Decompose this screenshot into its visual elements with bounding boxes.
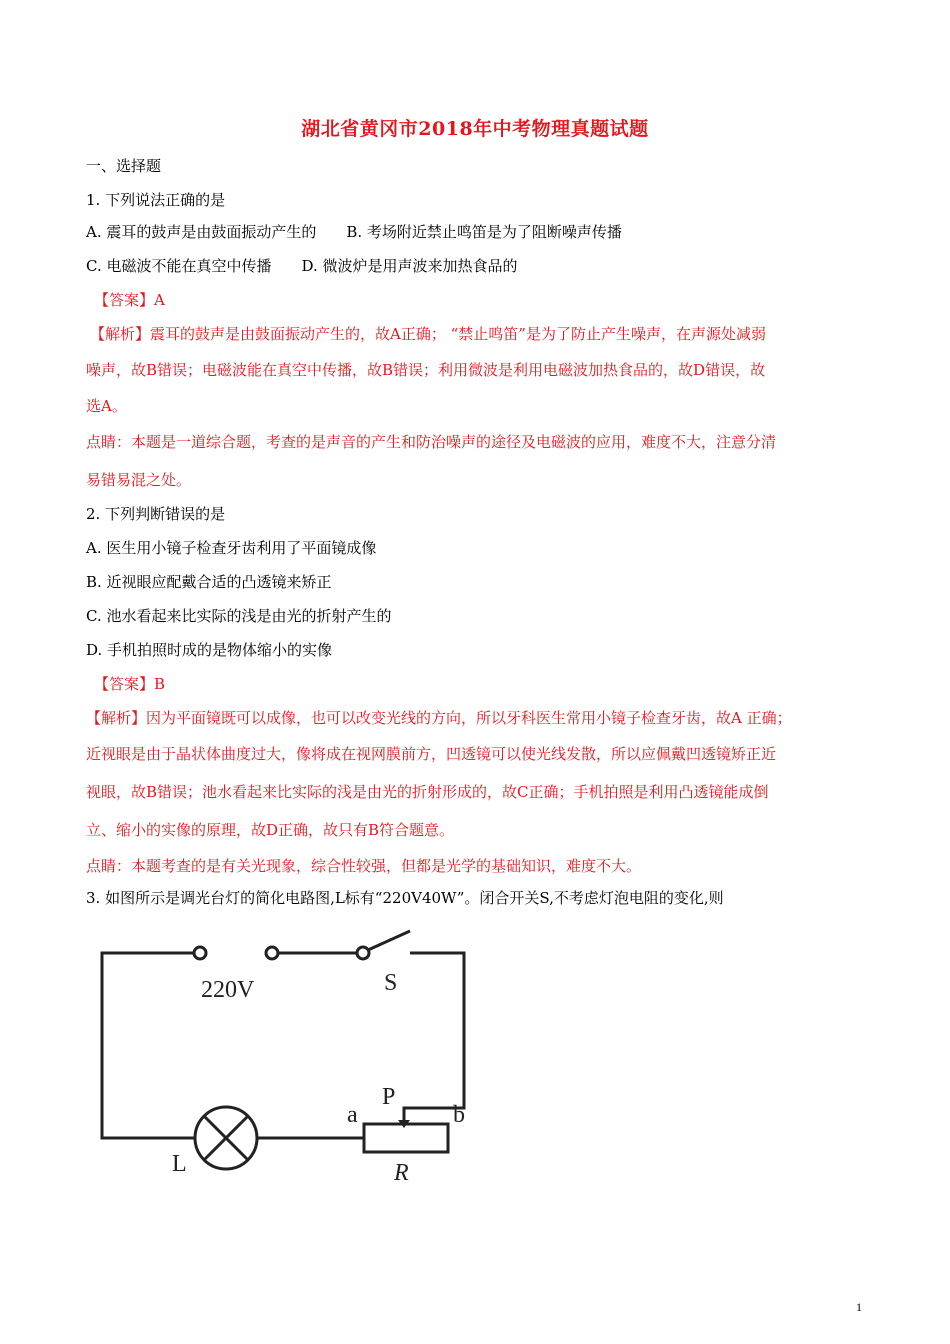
terminal-right: [266, 947, 278, 959]
question-2-stem: 2. 下列判断错误的是: [86, 505, 226, 523]
question-1-analysis-line-2: 噪声，故B错误；电磁波能在真空中传播，故B错误；利用微波是利用电磁波加热食品的，故D错误，故: [86, 361, 766, 379]
question-2-comment-line-1: 点睛：本题考查的是有关光现象，综合性较强，但都是光学的基础知识，难度不大。: [86, 857, 642, 875]
question-1-answer: 【答案】A: [94, 291, 165, 309]
terminal-b-label: b: [453, 1102, 465, 1128]
question-2-analysis-line-3: 视眼，故B错误；池水看起来比实际的浅是由光的折射形成的，故C正确；手机拍照是利用凸透镜能成倒: [86, 783, 769, 801]
slider-label: P: [382, 1084, 396, 1110]
switch-blade: [368, 931, 410, 950]
question-1-analysis-label: 【解析】: [90, 325, 151, 343]
question-2-option-b: B. 近视眼应配戴合适的凸透镜来矫正: [86, 573, 332, 591]
question-1-stem: 1. 下列说法正确的是: [86, 191, 226, 209]
question-1-option-b: B. 考场附近禁止鸣笛是为了阻断噪声传播: [346, 223, 622, 241]
switch-pivot: [357, 947, 369, 959]
switch-label: S: [384, 970, 398, 996]
resistor-symbol: [364, 1124, 448, 1152]
question-2-option-c: C. 池水看起来比实际的浅是由光的折射产生的: [86, 607, 392, 625]
question-1-comment-line-2: 易错易混之处。: [86, 471, 192, 489]
question-1-option-a: A. 震耳的鼓声是由鼓面振动产生的: [86, 223, 317, 241]
question-1-analysis-line-3: 选A。: [86, 397, 127, 415]
terminal-a-label: a: [347, 1102, 358, 1128]
section-heading: 一、选择题: [86, 157, 162, 175]
question-2-option-a: A. 医生用小镜子检查牙齿利用了平面镜成像: [86, 539, 377, 557]
question-1-option-c: C. 电磁波不能在真空中传播: [86, 257, 272, 275]
wire-left: [102, 953, 195, 1138]
wire-right: [404, 953, 464, 1122]
question-1-comment-line-1: 点睛：本题是一道综合题，考查的是声音的产生和防治噪声的途径及电磁波的应用，难度不大，注意分清: [86, 433, 777, 451]
question-2-option-d: D. 手机拍照时成的是物体缩小的实像: [86, 641, 333, 659]
terminal-left: [194, 947, 206, 959]
page-title: 湖北省黄冈市2018年中考物理真题试题: [301, 118, 649, 140]
lamp-label: L: [172, 1151, 187, 1177]
question-2-answer: 【答案】B: [94, 675, 166, 693]
question-2-analysis-line-2: 近视眼是由于晶状体曲度过大，像将成在视网膜前方，凹透镜可以使光线发散，所以应佩戴凹透镜矫正近: [86, 745, 777, 763]
question-2-analysis-line-4: 立、缩小的实像的原理，故D正确，故只有B符合题意。: [86, 821, 455, 839]
question-1-analysis-line-1: 【解析】震耳的鼓声是由鼓面振动产生的，故A正确； “禁止鸣笛”是为了防止产生噪声，在声源处减弱: [90, 325, 766, 343]
voltage-label: 220V: [201, 977, 255, 1003]
question-1-option-d: D. 微波炉是用声波来加热食品的: [301, 257, 518, 275]
question-2-analysis-label: 【解析】: [86, 709, 147, 727]
page-number: 1: [856, 1300, 862, 1314]
resistor-label: R: [394, 1160, 409, 1186]
question-2-analysis-line-1: 【解析】因为平面镜既可以成像，也可以改变光线的方向，所以牙科医生常用小镜子检查牙齿，故A 正确；: [86, 709, 792, 727]
question-3-stem: 3. 如图所示是调光台灯的简化电路图,L标有“220V40W”。闭合开关S,不考虑灯泡电阻的变化,则: [86, 889, 724, 907]
